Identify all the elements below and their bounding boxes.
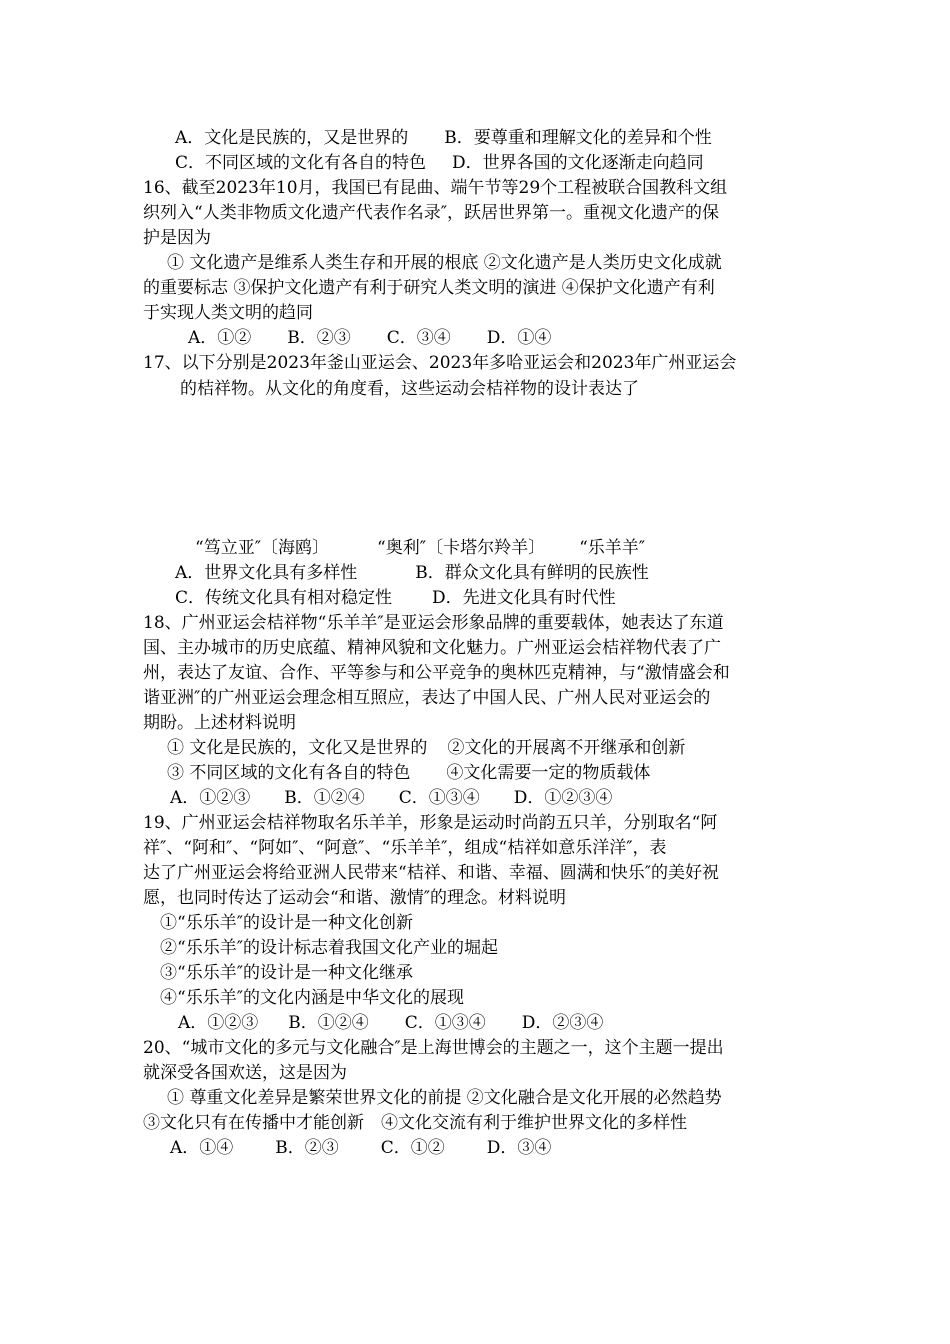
q17-stem-line-1: 17、以下分别是2023年釜山亚运会、2023年多哈亚运会和2023年广州亚运会: [143, 353, 737, 373]
q20-options: [170, 1136, 551, 1160]
q17-option-a: A．世界文化具有多样性: [175, 563, 358, 583]
q17-option-c: C．传统文化具有相对稳定性: [175, 588, 393, 608]
q19-option-d: D．②③④: [521, 1013, 604, 1033]
q16-items-line-2: 的重要标志 ③保护文化遗产有利于研究人类文明的演进 ④保护文化遗产有利: [143, 278, 715, 298]
q20-items-line-1: ① 尊重文化差异是繁荣世界文化的前提 ②文化融合是文化开展的必然趋势: [167, 1088, 722, 1108]
q16-items-line-3: 于实现人类文明的趋同: [143, 303, 313, 323]
q18-option-c: C．①③④: [398, 788, 480, 808]
q20-option-c: C．①②: [380, 1138, 445, 1158]
q16-option-b: B．②③: [287, 328, 351, 348]
q18-option-b: B．①②④: [284, 788, 365, 808]
q18-item-4: ④文化需要一定的物质载体: [446, 763, 651, 783]
q19-item-3: ③“乐乐羊″的设计是一种文化继承: [160, 963, 414, 983]
q16-items-line-1: ① 文化遗产是维系人类生存和开展的根底 ②文化遗产是人类历史文化成就: [167, 253, 722, 273]
q15-options-row-1: [175, 126, 712, 150]
q17-option-b: B．群众文化具有鲜明的民族性: [415, 563, 649, 583]
q20-stem-line-1: 20、“城市文化的多元与文化融合″是上海世博会的主题之一，这个主题一提出: [143, 1038, 724, 1058]
q17-caption-doha: “奥利″〔卡塔尔羚羊〕: [377, 538, 546, 558]
q18-option-a: A．①②③: [170, 788, 251, 808]
q17-options-row-1: [175, 561, 649, 585]
q18-item-1: ① 文化是民族的，文化又是世界的: [167, 738, 428, 758]
q19-item-4: ④“乐乐羊″的文化内涵是中华文化的展现: [160, 988, 465, 1008]
q17-caption-guangzhou: “乐羊羊″: [579, 538, 646, 558]
q17-mascot-captions: [195, 536, 645, 560]
q20-option-d: D．③④: [486, 1138, 552, 1158]
q18-option-d: D．①②③④: [513, 788, 613, 808]
q16-stem-line-2: 织列入“人类非物质文化遗产代表作名录″，跃居世界第一。重视文化遗产的保: [143, 203, 720, 223]
q18-items-row-1: [167, 736, 685, 760]
q16-option-d: D．①④: [486, 328, 552, 348]
q16-option-a: A．①②: [188, 328, 252, 348]
q19-option-a: A．①②③: [178, 1013, 259, 1033]
q17-stem-line-2: 的桔祥物。从文化的角度看，这些运动会桔祥物的设计表达了: [180, 379, 639, 399]
q17-option-d: D．先进文化具有时代性: [432, 588, 616, 608]
q19-option-c: C．①③④: [404, 1013, 486, 1033]
q15-option-c: C．不同区域的文化有各自的特色: [175, 153, 427, 173]
q16-option-c: C．③④: [386, 328, 451, 348]
q15-option-a: A．文化是民族的，又是世界的: [175, 128, 409, 148]
q18-stem-line-3: 州，表达了友谊、合作、平等参与和公平竞争的奥林匹克精神，与“激情盛会和: [143, 663, 730, 683]
q16-stem-line-3: 护是因为: [143, 228, 211, 248]
q18-stem-line-4: 谐亚洲″的广州亚运会理念相互照应，表达了中国人民、广州人民对亚运会的: [143, 688, 711, 708]
q15-option-b: B．要尊重和理解文化的差异和个性: [444, 128, 712, 148]
q19-stem-line-1: 19、广州亚运会桔祥物取名乐羊羊，形象是运动时尚韵五只羊，分别取名“阿: [143, 813, 718, 833]
q17-caption-busan: “笃立亚″〔海鸥〕: [195, 538, 330, 558]
q19-stem-line-4: 愿，也同时传达了运动会“和谐、激情″的理念。材料说明: [143, 888, 567, 908]
q20-stem-line-2: 就深受各国欢送，这是因为: [143, 1063, 347, 1083]
q18-item-3: ③ 不同区域的文化有各自的特色: [167, 763, 411, 783]
q15-options-row-2: [175, 151, 704, 175]
q18-options: [170, 786, 612, 810]
q19-item-1: ①“乐乐羊″的设计是一种文化创新: [160, 913, 414, 933]
q18-items-row-2: [167, 761, 650, 785]
q19-item-2: ②“乐乐羊″的设计标志着我国文化产业的堀起: [160, 938, 499, 958]
q19-option-b: B．①②④: [288, 1013, 369, 1033]
q18-item-2: ②文化的开展离不开继承和创新: [447, 738, 686, 758]
q19-stem-line-3: 达了广州亚运会将给亚洲人民带来“桔祥、和谐、幸福、圆满和快乐″的美好祝: [143, 863, 720, 883]
q20-option-b: B．②③: [275, 1138, 339, 1158]
q15-option-d: D．世界各国的文化逐渐走向趋同: [452, 153, 704, 173]
q19-stem-line-2: 祥″、“阿和″、“阿如″、“阿意″、“乐羊羊″，组成“桔祥如意乐洋洋″，表: [143, 838, 667, 858]
q16-stem-line-1: 16、截至2023年10月，我国已有昆曲、端午节等29个工程被联合国教科文组: [143, 178, 728, 198]
q17-options-row-2: [175, 586, 616, 610]
q19-options: [178, 1011, 603, 1035]
q18-stem-line-1: 18、广州亚运会桔祥物“乐羊羊″是亚运会形象品牌的重要载体，她表达了东道: [143, 613, 724, 633]
q20-option-a: A．①④: [170, 1138, 234, 1158]
q20-items-line-2: ③文化只有在传播中才能创新 ④文化交流有利于维护世界文化的多样性: [143, 1113, 687, 1133]
q18-stem-line-2: 国、主办城市的历史底蕴、精神风貌和文化魅力。广州亚运会桔祥物代表了广: [143, 638, 721, 658]
q18-stem-line-5: 期盼。上述材料说明: [143, 713, 296, 733]
q16-options: [188, 326, 551, 350]
